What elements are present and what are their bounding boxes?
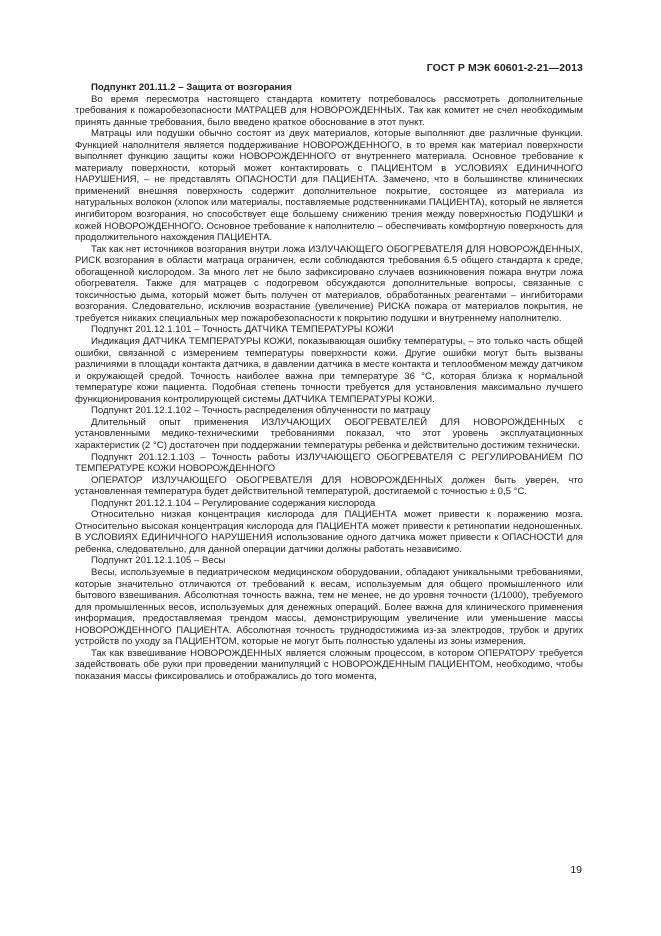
subsection-heading: Подпункт 201.12.1.104 – Регулирование содержания кислорода <box>91 497 376 509</box>
standard-header: ГОСТ Р МЭК 60601-2-21—2013 <box>426 62 583 74</box>
subsection-heading: Подпункт 201.12.1.101 – Точность ДАТЧИКА ТЕМПЕРАТУРЫ КОЖИ <box>91 324 394 336</box>
paragraph: Матрацы или подушки обычно состоят из двух материалов, которые выполняют две различные функции. Функцией наполнителя является поддерживание НОВОРОЖДЕННОГО, в то время как материал поверхности выполняет функцию защиты кожи НОВОРОЖДЕННОГО от внутреннего материала. Основное требование к материалу поверхности, который может контактировать с ПАЦИЕНТОМ в УСЛОВИЯХ ЕДИНИЧНОГО НАРУШЕНИЯ, – не представлять ОПАСНОСТИ для ПАЦИЕНТА. Замечено, что в большинстве клинических применений внешняя поверхность содержит дополнительное покрытие, состоящее из материала из натуральных волокон (хлопок или материалы, поставляемые родственниками ПАЦИЕНТА), который не является ингибитором возгорания, но способствует еще большему снижению трения между поверхностью ПОДУШКИ и кожей НОВОРОЖДЕННОГО. Основное требование к наполнителю – обеспечивать комфортную поверхность для продолжительного нахождения ПАЦИЕНТА. <box>75 128 583 244</box>
subsection-heading: Подпункт 201.12.1.103 – Точность работы ИЗЛУЧАЮЩЕГО ОБОГРЕВАТЕЛЯ С РЕГУЛИРОВАНИЕМ ПО ТЕМПЕРАТУРЕ КОЖИ НОВОРОЖДЕННОГО <box>75 451 583 475</box>
document-body <box>75 82 583 682</box>
paragraph: Так как нет источников возгорания внутри ложа ИЗЛУЧАЮЩЕГО ОБОГРЕВАТЕЛЯ ДЛЯ НОВОРОЖДЕННЫХ, РИСК возгорания в области матраца ограничен, если соблюдаются требования 6.5 общего стандарта к среде, обогащенной кислородом. За много лет не было зафиксировано случаев возникновения пожара внутри ложа обогревателя. Также для матрацев с подогревом обсуждаются дополнительные вопросы, связанные с токсичностью дыма, который может быть получен от материалов, обработанных реагентами – ингибиторами возгорания. Следовательно, исключив возрастание (увеличение) РИСКА пожара от материалов покрытия, не требуется никаких специальных мер пожаробезопасности к покрытию подушки и внутреннему наполнителю. <box>75 243 583 324</box>
paragraph: Относительно низкая концентрация кислорода для ПАЦИЕНТА может привести к поражению мозга. Относительно высокая концентрация кислорода для ПАЦИЕНТА может привести к ретинопатии недоношенных. В УСЛОВИЯХ ЕДИНИЧНОГО НАРУШЕНИЯ использование одного датчика может привести к ОПАСНОСТИ для ребенка, следовательно, для данной операции датчики должны работать независимо. <box>75 509 583 555</box>
subsection-heading: Подпункт 201.12.1.102 – Точность распределения облученности по матрацу <box>91 405 431 417</box>
paragraph: Весы, используемые в педиатрическом медицинском оборудовании, обладают уникальными требованиями, которые значительно отличаются от требований к весам, используемым для общего промышленного или бытового взвешивания. Абсолютная точность важна, тем не менее, не до уровня точности (1/1000), требуемого для промышленных весов, используемых для денежных операций. Более важна для клинического применения информация, предоставляемая трендом массы, демонстрирующим увеличение или уменьшение массы НОВОРОЖДЕННОГО ПАЦИЕНТА. Абсолютная точность труднодостижима из-за электродов, трубок и других устройств по уходу за ПАЦИЕНТОМ, которые не могут быть полностью удалены из зоны измерения. <box>75 566 583 648</box>
page-number: 19 <box>570 864 582 876</box>
paragraph: Во время пересмотра настоящего стандарта комитету потребовалось рассмотреть дополнительные требования к пожаробезопасности МАТРАЦЕВ для НОВОРОЖДЕННЫХ. Так как комитет не счел необходимым принять данные требования, было введено краткое обоснование в этот пункт. <box>75 93 583 128</box>
paragraph: Индикация ДАТЧИКА ТЕМПЕРАТУРЫ КОЖИ, показывающая ошибку температуры, – это только часть общей ошибки, связанной с измерением температуры поверхности кожи. Другие ошибки могут быть вызваны различиями в площади контакта датчика, в давлении датчика в месте контакта и теплообменом между датчиком и окружающей средой. Точность наиболее важна при температуре 36 °С, которая близка к нормальной температуре кожи пациента. Подобная степень точности требуется для установления максимально лучшего функционирования контролирующей системы ДАТЧИКА ТЕМПЕРАТУРЫ КОЖИ. <box>75 336 583 405</box>
paragraph: Так как взвешивание НОВОРОЖДЕННЫХ является сложным процессом, в котором ОПЕРАТОРУ требуется задействовать обе руки при проведении манипуляций с НОВОРОЖДЕННЫМ ПАЦИЕНТОМ, необходимо, чтобы показания массы фиксировались и отображались до того момента, <box>75 647 583 682</box>
subsection-heading: Подпункт 201.12.1.105 – Весы <box>91 555 226 567</box>
paragraph: ОПЕРАТОР ИЗЛУЧАЮЩЕГО ОБОГРЕВАТЕЛЯ ДЛЯ НОВОРОЖДЕННЫХ должен быть уверен, что установленная температура будет действительной температурой, достигаемой с точностью ± 0,5 °С. <box>75 474 583 498</box>
paragraph: Длительный опыт применения ИЗЛУЧАЮЩИХ ОБОГРЕВАТЕЛЕЙ ДЛЯ НОВОРОЖДЕННЫХ с установленными медико-техническими требованиями показал, что этот уровень эксплуатационных характеристик (2 °С) достаточен при поддержании температуры ребенка и действительно достижим технически. <box>75 416 583 451</box>
section-heading: Подпункт 201.11.2 – Защита от возгорания <box>91 82 292 93</box>
